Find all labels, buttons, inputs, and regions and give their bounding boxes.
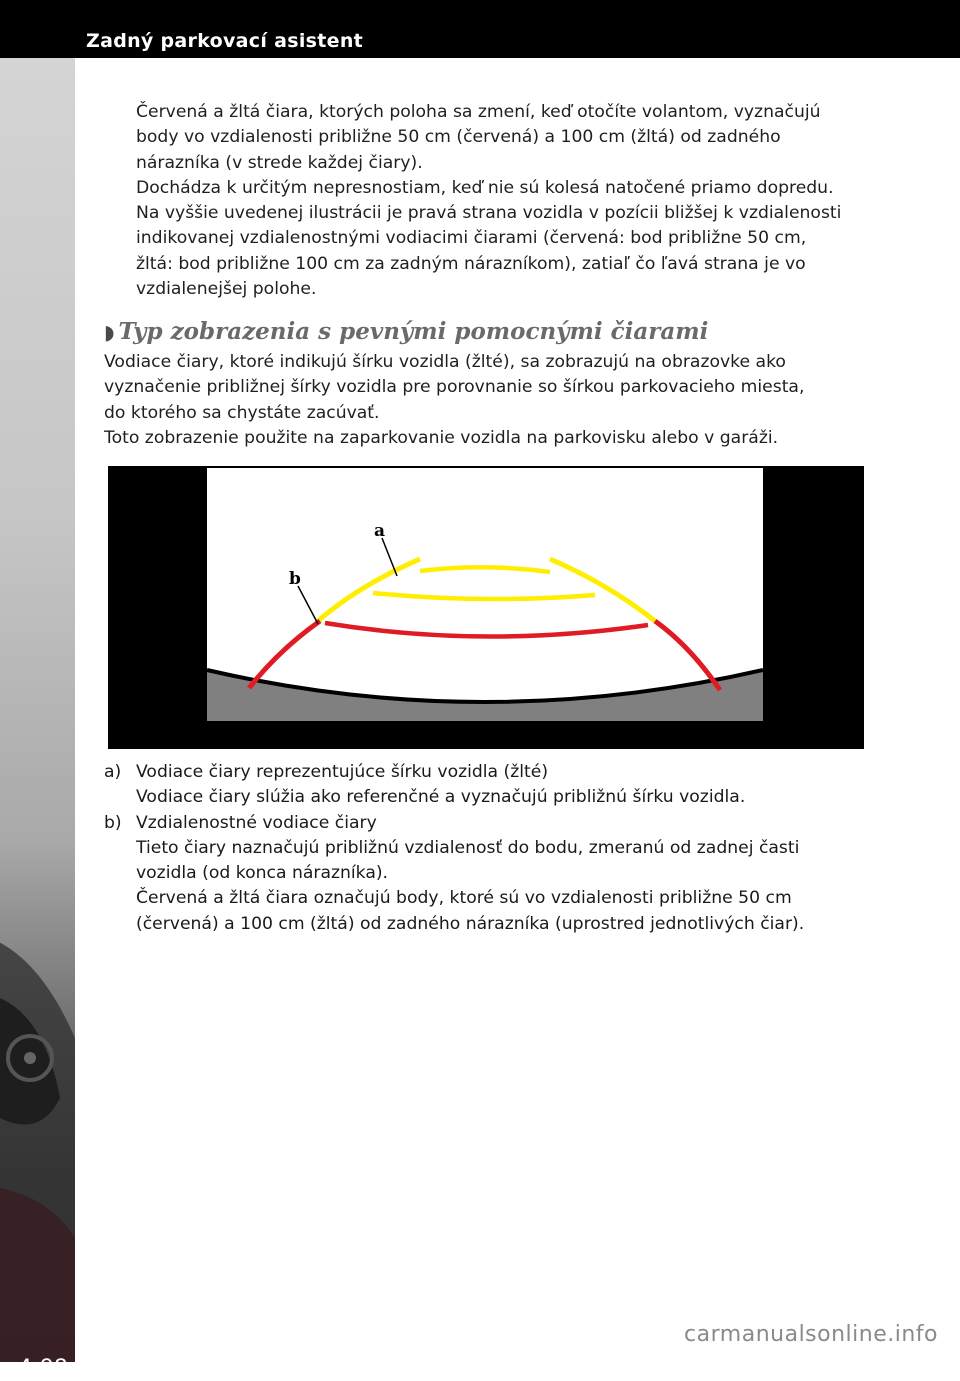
legend-key: a) bbox=[104, 762, 122, 782]
section-marker-icon: ◗ bbox=[104, 320, 115, 344]
intro-line: nárazníka (v strede každej čiary). bbox=[136, 152, 423, 173]
intro-line: žltá: bod približne 100 cm za zadným nárazníkom), zatiaľ čo ľavá strana je vo bbox=[136, 253, 806, 274]
intro-line: vzdialenejšej polohe. bbox=[136, 279, 317, 300]
section-body bbox=[104, 350, 804, 451]
intro-line: indikovanej vzdialenostnými vodiacimi čiarami (červená: bod približne 50 cm, bbox=[136, 228, 807, 249]
legend-line: vozidla (od konca nárazníka). bbox=[136, 863, 389, 884]
figure-legend bbox=[104, 760, 884, 937]
camera-screen bbox=[207, 468, 763, 721]
legend-item-a bbox=[104, 760, 884, 811]
rear-camera-illustration bbox=[108, 466, 864, 749]
intro-line: Na vyššie uvedenej ilustrácii je pravá strana vozidla v pozícii bližšej k vzdialenosti bbox=[136, 203, 842, 224]
legend-item-b bbox=[104, 811, 884, 937]
legend-title: Vodiace čiary reprezentujúce šírku vozidla (žlté) bbox=[136, 762, 549, 782]
legend-line: Vodiace čiary slúžia ako referenčné a vyznačujú približnú šírku vozidla. bbox=[136, 787, 746, 808]
legend-title: Vzdialenostné vodiace čiary bbox=[136, 812, 377, 833]
callout-b: b bbox=[289, 569, 301, 589]
watermark-text: carmanualsonline.info bbox=[684, 1322, 938, 1347]
legend-line: Červená a žltá čiara označujú body, ktoré sú vo vzdialenosti približne 50 cm bbox=[136, 888, 792, 909]
page-number: 4-98 bbox=[18, 1356, 68, 1381]
page-header-title: Zadný parkovací asistent bbox=[86, 30, 364, 52]
legend-key: b) bbox=[104, 812, 122, 833]
section-line: Toto zobrazenie použite na zaparkovanie vozidla na parkovisku alebo v garáži. bbox=[104, 427, 779, 448]
intro-line: Dochádza k určitým nepresnostiam, keď nie sú kolesá natočené priamo dopredu. bbox=[136, 177, 834, 198]
section-title: Typ zobrazenia s pevnými pomocnými čiarami bbox=[118, 318, 709, 345]
car-interior-photo bbox=[0, 58, 75, 1362]
section-heading bbox=[104, 318, 708, 345]
intro-line: Červená a žltá čiara, ktorých poloha sa zmení, keď otočíte volantom, vyznačujú bbox=[136, 102, 821, 122]
section-line: vyznačenie približnej šírky vozidla pre porovnanie so šírkou parkovacieho miesta, bbox=[104, 377, 805, 398]
section-line: do ktorého sa chystáte zacúvať. bbox=[104, 402, 380, 423]
header-bar bbox=[0, 0, 960, 58]
legend-line: (červená) a 100 cm (žltá) od zadného nárazníka (uprostred jednotlivých čiar). bbox=[136, 913, 805, 934]
intro-line: body vo vzdialenosti približne 50 cm (červená) a 100 cm (žltá) od zadného bbox=[136, 127, 781, 148]
section-line: Vodiace čiary, ktoré indikujú šírku vozidla (žlté), sa zobrazujú na obrazovke ako bbox=[104, 352, 786, 372]
intro-paragraph bbox=[104, 100, 874, 302]
legend-line: Tieto čiary naznačujú približnú vzdialenosť do bodu, zmeranú od zadnej časti bbox=[136, 837, 800, 858]
callout-a: a bbox=[374, 521, 386, 541]
side-decorative-strip bbox=[0, 58, 75, 1381]
